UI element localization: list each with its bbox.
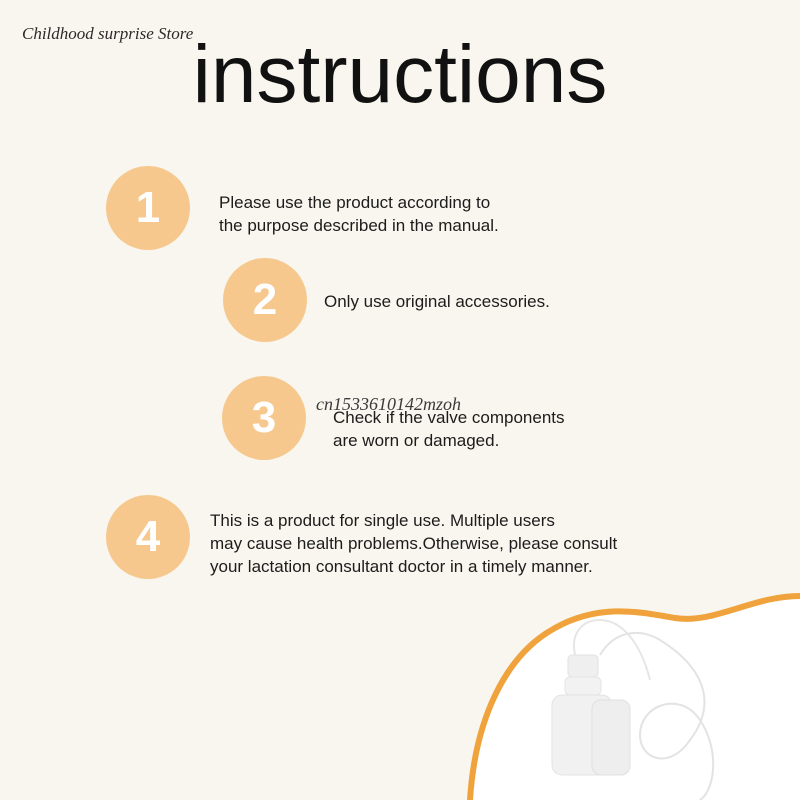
step-3-line-2: are worn or damaged.	[333, 431, 500, 450]
step-1-number-badge: 1	[106, 166, 190, 250]
step-4-line-1: This is a product for single use. Multiple users	[210, 511, 555, 530]
bottle-left-cap	[568, 655, 598, 677]
step-4-number-badge: 4	[106, 495, 190, 579]
bottle-left-neck	[565, 677, 601, 695]
step-3-number-badge: 3	[222, 376, 306, 460]
page-title: instructions	[192, 29, 608, 120]
step-1-line-2: the purpose described in the manual.	[219, 216, 499, 235]
bottle-right-body	[592, 700, 630, 775]
step-1-line-1: Please use the product according to	[219, 193, 491, 212]
step-3-line-1: Check if the valve components	[333, 408, 565, 427]
step-4-line-3: your lactation consultant doctor in a timely manner.	[210, 557, 593, 576]
step-2-line-1: Only use original accessories.	[324, 292, 550, 311]
white-blob-panel	[470, 596, 800, 800]
step-4-line-2: may cause health problems.Otherwise, please consult	[210, 534, 618, 553]
step-2-number-badge: 2	[223, 258, 307, 342]
watermark: cn1533610142mzoh	[316, 394, 461, 414]
store-name: Childhood surprise Store	[22, 24, 194, 43]
